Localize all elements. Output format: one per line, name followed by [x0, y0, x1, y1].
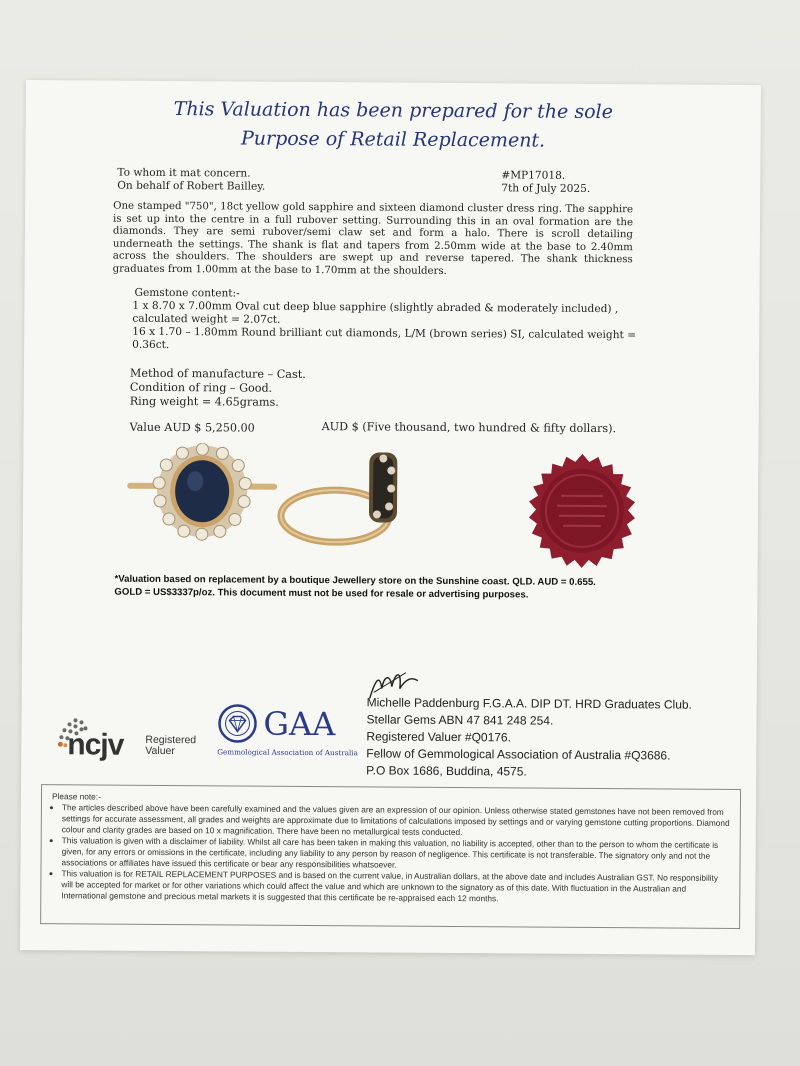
ncjv-logo	[55, 714, 205, 765]
valuation-certificate	[20, 80, 761, 955]
signatory-line-2: Stellar Gems ABN 47 841 248 254.	[366, 712, 554, 728]
gaa-caption: Gemmological Association of Australia	[217, 747, 358, 758]
gemstone-line-3: 16 x 1.70 – 1.80mm Round brilliant cut diamonds, L/M (brown series) SI, calculated weight =	[132, 325, 637, 342]
notes-title: Please note:-	[51, 791, 101, 802]
wax-seal	[517, 451, 648, 576]
ring-front-photo	[127, 443, 278, 554]
note-item-3: • This valuation is for RETAIL REPLACEMENT PURPOSES and is based on the current value, in Australian dollars, at the above date and includes Australian GST. No responsibility will be accepted for market or for other variations which could affect the value and which are unknown to the signatory as of this date. With fluctuation in the Australian and International gemstone and precious metal markets it is suggested that this certificate be re-appraised each 12 months.	[61, 868, 729, 906]
ncjv-wordmark: ncjv	[67, 728, 124, 762]
value-in-words: AUD $ (Five thousand, two hundred & fifty dollars).	[321, 420, 617, 436]
gaa-logo	[217, 703, 367, 764]
note-item-2: • This valuation is given with a disclaimer of liability. Whilst all care has been taken in making this valuation, no liability is accepted, other than to the person to whom the certificate is given, for any errors or omissions in the certificate, including any liability to any person by reason of negligence. This certificate is not transferable. The signatory only and not the associations or affiliates have issued this certificate or bear any responsibilities whatsoever.	[61, 835, 729, 873]
notes-box	[40, 784, 741, 929]
addressee-line-1: To whom it mat concern.	[117, 166, 251, 180]
method-of-manufacture: Method of manufacture – Cast.	[129, 366, 306, 381]
reference-number: #MP17018.	[501, 169, 566, 182]
valuation-basis-line-1: *Valuation based on replacement by a boutique Jewellery store on the Sunshine coast. QLD. AUD = 0.655.	[114, 573, 596, 588]
item-description: One stamped "750", 18ct yellow gold sapphire and sixteen diamond cluster dress ring. The sapphire is set up into the centre in a full rubover setting. Surrounding this in an oval formation are the diamonds. They are semi rubover/semi claw set and form a halo. There is scroll detailing underneath the settings. The shank is flat and tapers from 2.50mm wide at the base to 2.40mm across the shoulders. The shoulders are swept up and reverse tapered. The shank thickness graduates from 1.00mm at the base to 1.70mm at the shoulders.	[112, 200, 634, 277]
valuation-basis-line-2: GOLD = US$3337p/oz. This document must not be used for resale or advertising purposes.	[114, 586, 529, 601]
signatory-line-5: P.O Box 1686, Buddina, 4575.	[366, 763, 527, 779]
note-item-1: • The articles described above have been carefully examined and the values given are an expression of our opinion. Unless otherwise stated gemstones have not been removed from settings for accurate assessment, all grades and weights are approximate due to limitations of calculations imposed by settings and or varying gemstone cutting proportions. Diamond colour and clarity grades are based on 10 x magnification. There have been no metallurgical tests conducted.	[62, 802, 730, 840]
certificate-heading	[25, 94, 760, 157]
gemstone-line-4: 0.36ct.	[132, 338, 170, 352]
signatory-line-3: Registered Valuer #Q0176.	[366, 729, 512, 745]
signatory-line-1: Michelle Paddenburg F.G.A.A. DIP DT. HRD Graduates Club.	[366, 695, 692, 712]
ncjv-label-1: Registered	[145, 733, 197, 747]
gaa-emblem-icon	[217, 703, 257, 743]
value-figure: Value AUD $ 5,250.00	[129, 420, 255, 435]
valuation-date: 7th of July 2025.	[501, 182, 591, 195]
signatory-block	[366, 694, 692, 781]
gemstone-line-1: 1 x 8.70 x 7.00mm Oval cut deep blue sapphire (slightly abraded & moderately included) ,	[132, 299, 619, 316]
gemstone-title: Gemstone content:-	[134, 286, 240, 300]
heading-line-2: Purpose of Retail Replacement.	[240, 127, 546, 152]
heading-line-1: This Valuation has been prepared for the sole	[173, 98, 613, 124]
signatory-line-4: Fellow of Gemmological Association of Australia #Q3686.	[366, 746, 671, 763]
gemstone-line-2: calculated weight = 2.07ct.	[132, 312, 281, 326]
ring-weight: Ring weight = 4.65grams.	[129, 394, 279, 409]
ncjv-label-2: Valuer	[145, 744, 175, 758]
gaa-wordmark: GAA	[263, 704, 336, 744]
addressee-line-2: On behalf of Robert Bailley.	[117, 179, 266, 193]
notes-list	[51, 802, 730, 906]
ring-side-photo	[273, 444, 414, 555]
ring-condition: Condition of ring – Good.	[129, 380, 273, 395]
